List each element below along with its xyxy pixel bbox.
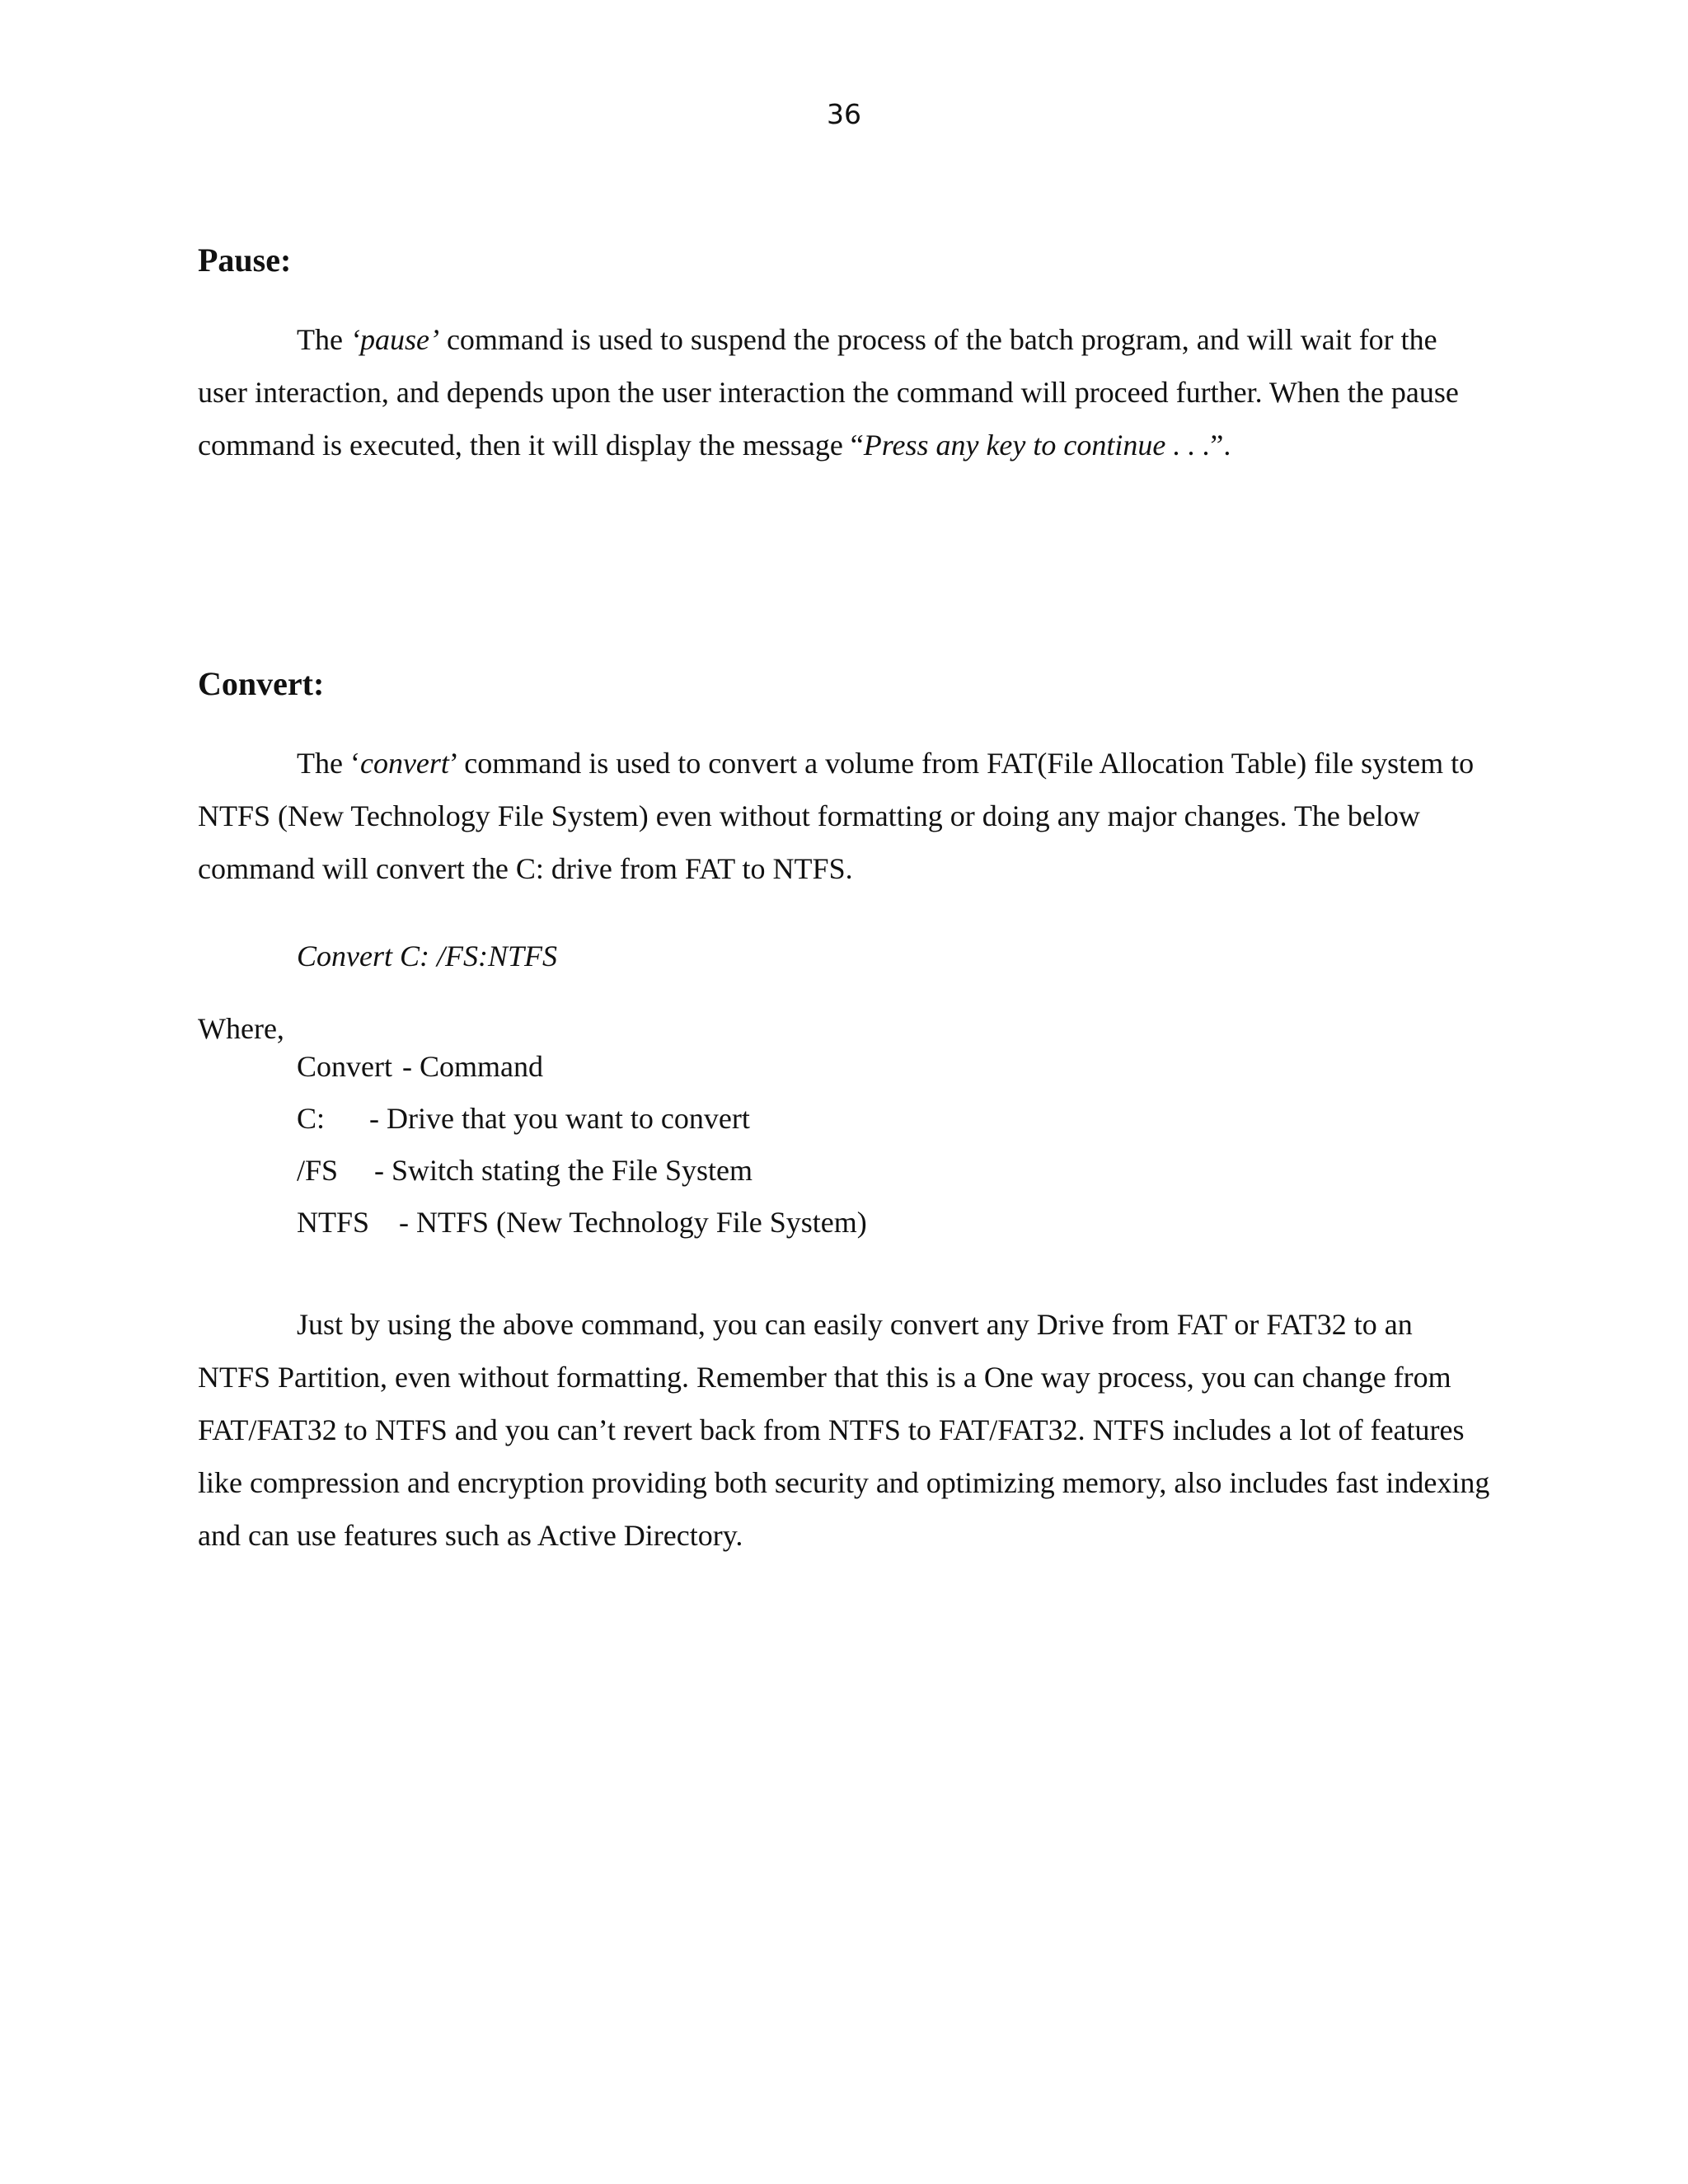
definition-row xyxy=(297,1052,543,1081)
definition-term: NTFS xyxy=(297,1206,370,1239)
pause-command-name: ‘pause’ xyxy=(349,323,439,356)
page-number: 36 xyxy=(827,98,861,130)
definition-term: Convert xyxy=(297,1050,392,1083)
convert-command-name: convert xyxy=(359,747,449,780)
definition-row xyxy=(297,1207,867,1237)
convert-heading: Convert: xyxy=(198,665,325,702)
definition-row xyxy=(297,1155,753,1185)
pause-paragraph xyxy=(198,313,1492,471)
pause-text-b: command is used to suspend the process of the batch program, and will wait for the user interaction, and depends upon the user interaction the command will proceed further. When the pause command is executed, then it will display the message “ xyxy=(198,323,1459,462)
definition-desc: - Drive that you want to convert xyxy=(369,1102,750,1135)
pause-text-a: The xyxy=(297,323,350,356)
pause-heading: Pause: xyxy=(198,241,292,279)
definition-desc: - Switch stating the File System xyxy=(374,1154,753,1187)
definition-row xyxy=(297,1104,750,1133)
convert-text-b: ’ command is used to convert a volume from FAT(File Allocation Table) file system to NTFS (New Technology File System) even without formatting or doing any major changes. The below command will convert the C: drive from FAT to NTFS. xyxy=(198,747,1475,885)
pause-message: Press any key to continue . . . xyxy=(863,429,1211,462)
convert-example-text: Convert C: /FS:NTFS xyxy=(297,940,557,972)
convert-summary-paragraph: Just by using the above command, you can easily convert any Drive from FAT or FAT32 to an NTFS Partition, even without formatting. Remember that this is a One way process, you can change from FAT/FAT32 to NTFS and you can’t revert back from NTFS to FAT/FAT32. NTFS includes a lot of features like compression and encryption providing both security and optimizing memory, also includes fast indexing and can use features such as Active Directory. xyxy=(198,1308,1490,1552)
where-label: Where, xyxy=(198,1012,284,1045)
pause-text-c: ”. xyxy=(1210,429,1231,462)
definition-desc: - NTFS (New Technology File System) xyxy=(399,1206,867,1239)
convert-example xyxy=(297,941,557,971)
convert-paragraph xyxy=(198,737,1492,895)
convert-text-a: The ‘ xyxy=(297,747,360,780)
definition-desc: - Command xyxy=(401,1050,543,1083)
definition-term: /FS xyxy=(297,1154,339,1187)
definition-term: C: xyxy=(297,1102,326,1135)
